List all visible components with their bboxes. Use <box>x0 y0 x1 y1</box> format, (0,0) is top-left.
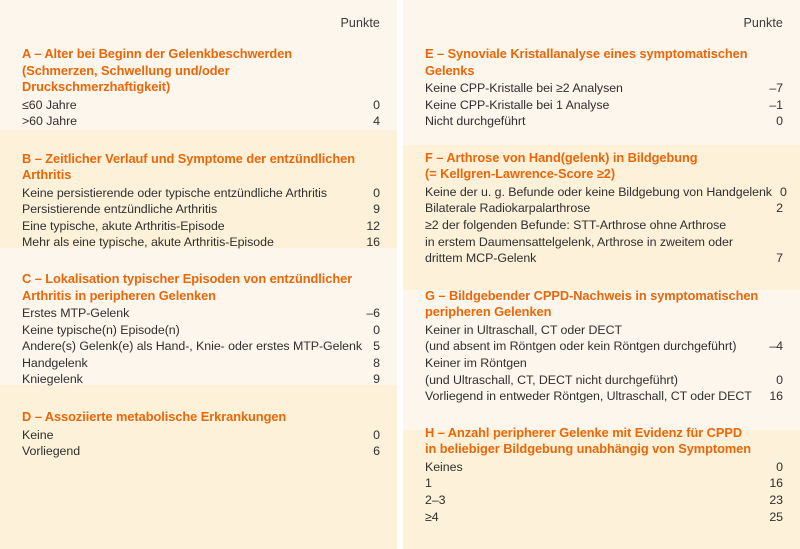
table-row <box>425 97 783 114</box>
row-label: Bilaterale Radiokarpalarthrose <box>425 201 591 216</box>
row-value: 25 <box>769 509 783 524</box>
row-label: Nicht durchgeführt <box>425 114 526 129</box>
row-label: Persistierende entzündliche Arthritis <box>22 202 218 217</box>
row-value: 0 <box>779 184 787 199</box>
section-c-rows <box>22 305 380 388</box>
row-value: 2 <box>776 201 783 216</box>
table-row <box>425 322 783 355</box>
section-c-title-line-1: C – Lokalisation typischer Episoden von entzündlicher <box>22 271 353 287</box>
table-row <box>22 322 380 339</box>
row-value: 8 <box>373 355 380 370</box>
row-label: Vorliegend in entweder Röntgen, Ultraschall, CT oder DECT <box>425 389 752 404</box>
row-value: 0 <box>776 114 783 129</box>
section-d-title-line-1: D – Assoziierte metabolische Erkrankungen <box>22 409 287 425</box>
row-value: –4 <box>769 339 783 354</box>
row-value: 23 <box>769 492 783 507</box>
row-label: Kniegelenk <box>22 372 83 387</box>
row-value: 0 <box>373 97 380 112</box>
section-e-rows <box>425 80 783 130</box>
section-f-title <box>425 150 783 183</box>
section-d-title <box>22 409 380 426</box>
section-gap <box>425 267 783 288</box>
table-row <box>425 492 783 509</box>
table-row <box>425 509 783 526</box>
row-value: 0 <box>776 372 783 387</box>
row-label: Keine CPP-Kristalle bei 1 Analyse <box>425 97 610 112</box>
section-h-title <box>425 425 783 458</box>
row-last-line <box>425 250 783 267</box>
section-c-title-line-2: Arthritis in peripheren Gelenken <box>22 287 216 303</box>
table-row <box>22 443 380 460</box>
row-label-line-1: Keiner in Ultraschall, CT oder DECT <box>425 322 623 337</box>
points-header-left: Punkte <box>340 16 380 30</box>
row-label: 2–3 <box>425 492 446 507</box>
table-row <box>22 201 380 218</box>
row-label: Keine CPP-Kristalle bei ≥2 Analysen <box>425 81 623 95</box>
section-gap <box>22 130 380 151</box>
row-value: 5 <box>373 339 380 354</box>
table-row <box>425 184 787 201</box>
table-row <box>425 475 783 492</box>
table-row <box>425 200 783 217</box>
row-label: Erstes MTP-Gelenk <box>22 306 130 321</box>
row-label: Handgelenk <box>22 355 88 370</box>
row-value: –6 <box>366 306 380 321</box>
table-row <box>425 459 783 476</box>
row-value: –1 <box>769 97 783 112</box>
section-f-title-line-1: F – Arthrose von Hand(gelenk) in Bildgebung <box>425 149 698 165</box>
section-a-rows <box>22 97 380 130</box>
row-value: 0 <box>373 427 380 442</box>
row-label: Andere(s) Gelenk(e) als Hand-, Knie- oder erstes MTP-Gelenk <box>22 339 362 354</box>
section-g <box>425 288 783 405</box>
table-row <box>22 234 380 251</box>
table-row <box>425 217 783 267</box>
left-content <box>0 0 397 460</box>
section-e-title-line-1: E – Synoviale Kristallanalyse eines symptomatischen <box>425 46 748 61</box>
table-row <box>22 355 380 372</box>
table-row <box>22 371 380 388</box>
section-h-title-line-2: in beliebiger Bildgebung unabhängig von Symptomen <box>425 441 752 457</box>
row-label: 1 <box>425 476 432 491</box>
section-b <box>22 151 380 251</box>
row-value: 16 <box>366 235 380 250</box>
section-f <box>425 149 787 267</box>
row-label: Keine <box>22 427 54 442</box>
section-h-rows <box>425 459 783 525</box>
row-value: 0 <box>373 185 380 200</box>
section-d-rows <box>22 427 380 460</box>
table-row <box>425 388 783 405</box>
section-g-title <box>425 288 783 321</box>
section-h-title-line-1: H – Anzahl peripherer Gelenke mit Evidenz für CPPD <box>425 424 743 440</box>
row-label: Vorliegend <box>22 444 81 459</box>
row-value: 9 <box>373 202 380 217</box>
right-column <box>403 0 800 549</box>
row-value: 9 <box>373 372 380 387</box>
table-row <box>425 355 783 388</box>
row-value: 16 <box>769 389 783 404</box>
row-label-line-3: drittem MCP-Gelenk <box>425 251 537 266</box>
section-b-title-line-1: B – Zeitlicher Verlauf und Symptome der entzündlichen <box>22 150 355 166</box>
table-row <box>425 80 783 97</box>
section-e-title <box>425 46 783 79</box>
section-f-title-line-2: (= Kellgren-Lawrence-Score ≥2) <box>425 166 616 182</box>
row-last-line <box>425 338 783 355</box>
section-c <box>22 271 380 388</box>
row-value: 16 <box>769 476 783 491</box>
section-b-rows <box>22 185 380 251</box>
section-g-title-line-1: G – Bildgebender CPPD-Nachweis in symptomatischen <box>425 287 759 303</box>
section-gap <box>425 130 783 150</box>
section-d <box>22 409 380 460</box>
section-a-title <box>22 46 380 96</box>
section-a <box>22 46 380 130</box>
row-label-line-1: ≥2 der folgenden Befunde: STT-Arthrose ohne Arthrose <box>425 217 727 232</box>
row-label: Eine typische, akute Arthritis-Episode <box>22 218 225 233</box>
section-b-title-line-2: Arthritis <box>22 167 72 183</box>
row-label: Mehr als eine typische, akute Arthritis-Episode <box>22 235 274 250</box>
table-row <box>22 305 380 322</box>
row-value: 4 <box>373 114 380 129</box>
row-value: –7 <box>769 81 783 95</box>
row-value: 0 <box>776 459 783 474</box>
row-label: Keines <box>425 459 463 474</box>
section-e <box>425 46 783 130</box>
row-value: 0 <box>373 322 380 337</box>
row-label: Keine typische(n) Episode(n) <box>22 322 180 337</box>
table-row <box>425 113 783 130</box>
section-g-title-line-2: peripheren Gelenken <box>425 304 552 320</box>
table-row <box>22 338 380 355</box>
points-header-right: Punkte <box>743 16 783 30</box>
row-label: Keine der u. g. Befunde oder keine Bildgebung von Handgelenk <box>425 184 772 199</box>
section-a-title-line-1: A – Alter bei Beginn der Gelenkbeschwerden <box>22 46 293 61</box>
table-row <box>22 113 380 130</box>
row-value: 12 <box>366 218 380 233</box>
table-row <box>22 427 380 444</box>
left-column <box>0 0 397 549</box>
table-row <box>22 97 380 114</box>
row-label-line-2: (und absent im Röntgen oder kein Röntgen durchgeführt) <box>425 339 737 354</box>
row-value: 6 <box>373 444 380 459</box>
right-content <box>403 0 800 525</box>
table-row <box>22 218 380 235</box>
section-c-title <box>22 271 380 304</box>
section-f-rows <box>425 184 787 267</box>
row-label: ≤60 Jahre <box>22 97 77 112</box>
section-e-title-line-2: Gelenks <box>425 62 475 78</box>
section-a-title-line-2: (Schmerzen, Schwellung und/oder Druckschmerzhaftigkeit) <box>22 62 230 94</box>
row-label: ≥4 <box>425 509 439 524</box>
section-h <box>425 425 783 525</box>
section-gap <box>22 388 380 409</box>
row-label-line-2: (und Ultraschall, CT, DECT nicht durchgeführt) <box>425 372 678 387</box>
section-gap <box>22 251 380 271</box>
row-value: 7 <box>776 251 783 266</box>
row-label-line-2: in erstem Daumensattelgelenk, Arthrose in zweitem oder <box>425 234 733 249</box>
row-label: >60 Jahre <box>22 114 78 129</box>
row-label: Keine persistierende oder typische entzündliche Arthritis <box>22 185 328 200</box>
row-last-line <box>425 372 783 389</box>
section-gap <box>425 405 783 425</box>
table-row <box>22 185 380 202</box>
row-label-line-1: Keiner im Röntgen <box>425 355 527 370</box>
section-g-rows <box>425 322 783 405</box>
section-b-title <box>22 151 380 184</box>
